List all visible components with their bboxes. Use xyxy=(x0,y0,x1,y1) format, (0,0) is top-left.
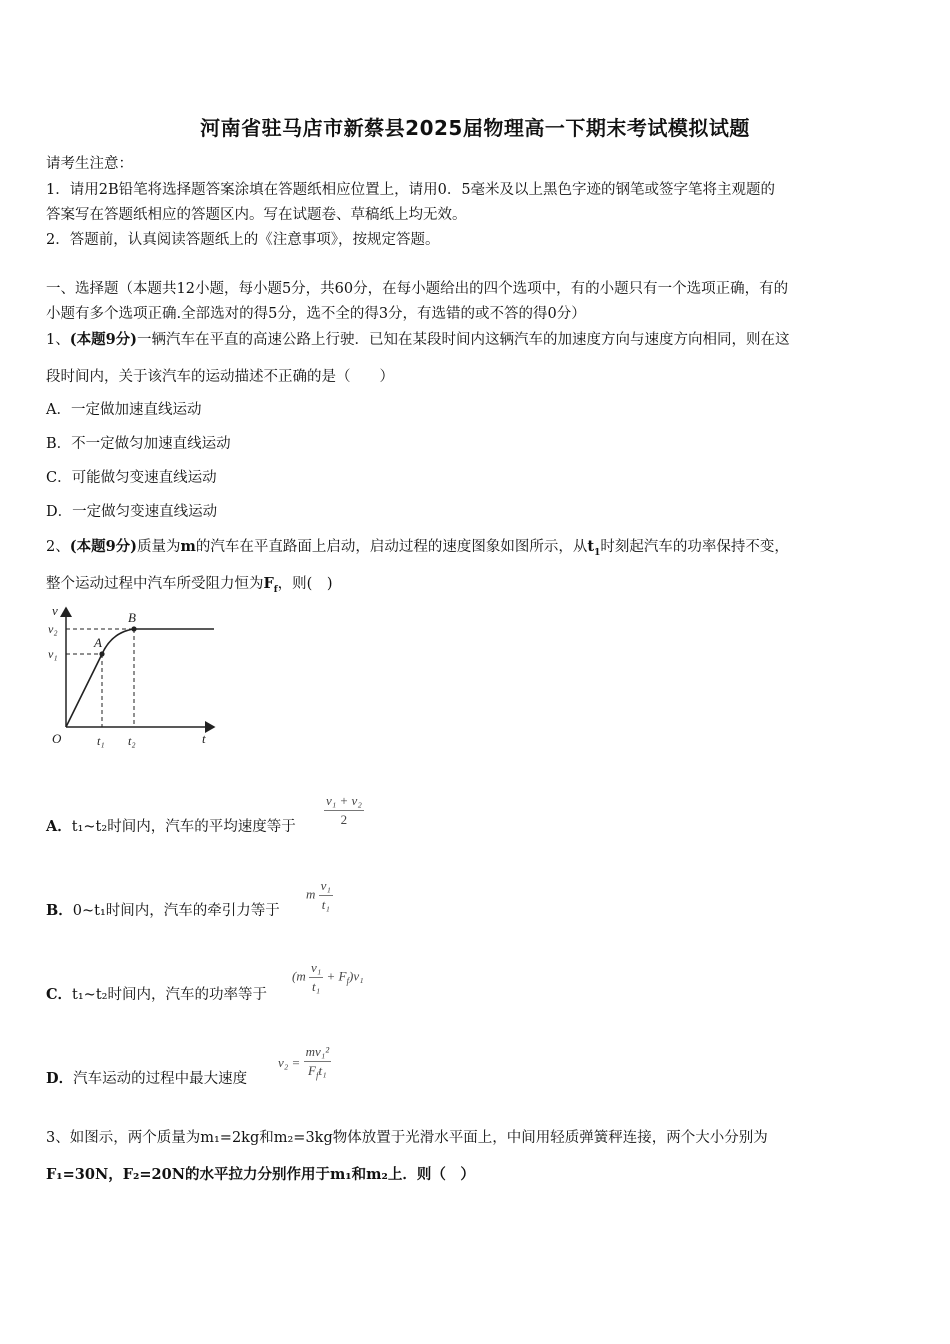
q2-number: 2、 xyxy=(46,539,70,555)
q1-stem-line-2: 段时间内，关于该汽车的运动描述不正确的是（ ） xyxy=(46,369,394,385)
q1-stem-line-1 xyxy=(46,328,790,349)
q1-stem-text: 一辆汽车在平直的高速公路上行驶．已知在某段时间内这辆汽车的加速度方向与速度方向相同，则在这 xyxy=(137,332,790,348)
q2-stem-part-4: 整个运动过程中汽车所受阻力恒为 xyxy=(46,576,264,592)
q3-stem-line-2: F₁=30N，F₂=20N的水平拉力分别作用于m₁和m₂上．则（ ） xyxy=(46,1166,475,1183)
q1-number: 1、 xyxy=(46,332,70,348)
q2-option-a-formula xyxy=(324,792,364,829)
velocity-curve xyxy=(66,629,214,727)
q2-stem-line-1 xyxy=(46,535,789,558)
q2-mass-symbol: m xyxy=(180,538,196,555)
formula-numerator: v₁ + v₂ xyxy=(324,792,364,811)
formula-mass: m xyxy=(306,886,316,902)
velocity-time-graph xyxy=(44,600,224,755)
q2-option-d xyxy=(46,1067,247,1088)
formula-numerator: v₁ xyxy=(319,877,333,896)
notice-1-line-1: 1．请用2B铅笔将选择题答案涂填在答题纸相应位置上，请用0．5毫米及以上黑色字迹的钢笔或签字笔将主观题的 xyxy=(46,182,776,198)
q2-stem-part-5: ，则( ) xyxy=(277,576,333,592)
formula-numerator: mv₁² xyxy=(304,1043,332,1062)
q2-t1-symbol xyxy=(587,538,601,558)
q2-option-b xyxy=(46,899,280,920)
t-axis-label: t xyxy=(202,731,206,746)
formula-den-force: F xyxy=(308,1063,316,1078)
q2-option-a-letter: A． xyxy=(46,818,72,835)
q2-option-a-text: t₁~t₂时间内，汽车的平均速度等于 xyxy=(71,819,296,835)
q2-option-c-formula xyxy=(292,959,364,996)
exam-title: 河南省驻马店市新蔡县2025届物理高一下期末考试模拟试题 xyxy=(200,116,750,140)
average-velocity-fraction xyxy=(324,792,364,829)
q3-stem-text: 如图示，两个质量为m₁=2kg和m₂=3kg物体放置于光滑水平面上，中间用轻质弹簧秤连接，两个大小分别为 xyxy=(69,1130,768,1146)
formula-numerator: v₁ xyxy=(309,959,323,978)
point-b-label: B xyxy=(128,610,136,625)
v-axis-label: v xyxy=(52,603,58,618)
power-fraction xyxy=(309,959,323,996)
q2-stem-part-1: 质量为 xyxy=(137,539,181,555)
section-instructions-line-2: 小题有多个选项正确.全部选对的得5分，选不全的得3分，有选错的或不答的得0分） xyxy=(46,306,586,322)
q1-option-d: D．一定做匀变速直线运动 xyxy=(46,504,218,520)
q2-t1-letter: t xyxy=(587,538,595,555)
formula-lhs: v₂ = xyxy=(278,1054,301,1070)
q2-option-c-text: t₁~t₂时间内，汽车的功率等于 xyxy=(72,987,267,1003)
q2-friction-symbol xyxy=(263,575,278,595)
formula-prefix: (m xyxy=(292,968,306,984)
v1-label: v₁ xyxy=(48,647,58,661)
notice-1-line-2: 答案写在答题纸相应的答题区内。写在试题卷、草稿纸上均无效。 xyxy=(46,207,467,223)
q2-option-d-text: 汽车运动的过程中最大速度 xyxy=(73,1071,248,1087)
max-velocity-fraction xyxy=(304,1043,332,1085)
t1-label: t₁ xyxy=(97,734,105,748)
q1-option-b: B．不一定做匀加速直线运动 xyxy=(46,436,231,452)
q2-option-b-text: 0~t₁时间内，汽车的牵引力等于 xyxy=(72,903,280,919)
q2-option-c xyxy=(46,983,267,1004)
q2-option-d-formula xyxy=(278,1043,331,1085)
notice-2: 2．答题前，认真阅读答题纸上的《注意事项》，按规定答题。 xyxy=(46,232,440,248)
formula-denominator: t₁ xyxy=(321,897,330,912)
section-instructions-line-1: 一、选择题（本题共12小题，每小题5分，共60分，在每小题给出的四个选项中，有的小题只有一个选项正确，有的 xyxy=(46,281,789,297)
formula-denominator: 2 xyxy=(340,812,348,827)
q2-option-b-letter: B． xyxy=(46,902,73,919)
formula-den-time: t₁ xyxy=(318,1063,327,1078)
point-a xyxy=(99,651,104,656)
q2-score: (本题9分) xyxy=(69,538,138,555)
formula-denominator xyxy=(308,1062,327,1085)
formula-denominator: t₁ xyxy=(312,979,321,994)
q2-option-d-letter: D． xyxy=(46,1070,74,1087)
origin-label: O xyxy=(52,731,62,746)
notice-heading: 请考生注意： xyxy=(46,156,133,172)
q2-friction-letter: F xyxy=(263,575,274,592)
q2-t1-sub: 1 xyxy=(594,547,601,558)
formula-force-sub: f xyxy=(346,976,349,987)
q2-option-c-letter: C． xyxy=(46,986,73,1003)
q1-option-a: A．一定做加速直线运动 xyxy=(46,402,202,418)
q2-option-a xyxy=(46,815,296,836)
q2-stem-line-2 xyxy=(46,572,333,595)
point-b xyxy=(131,626,136,631)
q1-option-c: C．可能做匀变速直线运动 xyxy=(46,470,217,486)
q2-stem-part-3: 时刻起汽车的功率保持不变， xyxy=(600,539,789,555)
formula-den-force-sub: f xyxy=(316,1070,319,1081)
formula-suffix: )v₁ xyxy=(349,968,364,984)
q1-score: (本题9分) xyxy=(69,331,138,348)
q2-friction-sub: f xyxy=(273,584,278,595)
q3-number: 3、 xyxy=(46,1130,70,1146)
q3-stem-line-1 xyxy=(46,1126,768,1147)
point-a-label: A xyxy=(94,635,102,650)
formula-plus-force: + F xyxy=(326,968,347,984)
v2-label: v₂ xyxy=(48,622,58,636)
traction-fraction xyxy=(319,877,333,914)
q2-option-b-formula xyxy=(306,877,333,914)
q2-stem-part-2: 的汽车在平直路面上启动，启动过程的速度图象如图所示，从 xyxy=(195,539,588,555)
t2-label: t₂ xyxy=(128,734,136,748)
